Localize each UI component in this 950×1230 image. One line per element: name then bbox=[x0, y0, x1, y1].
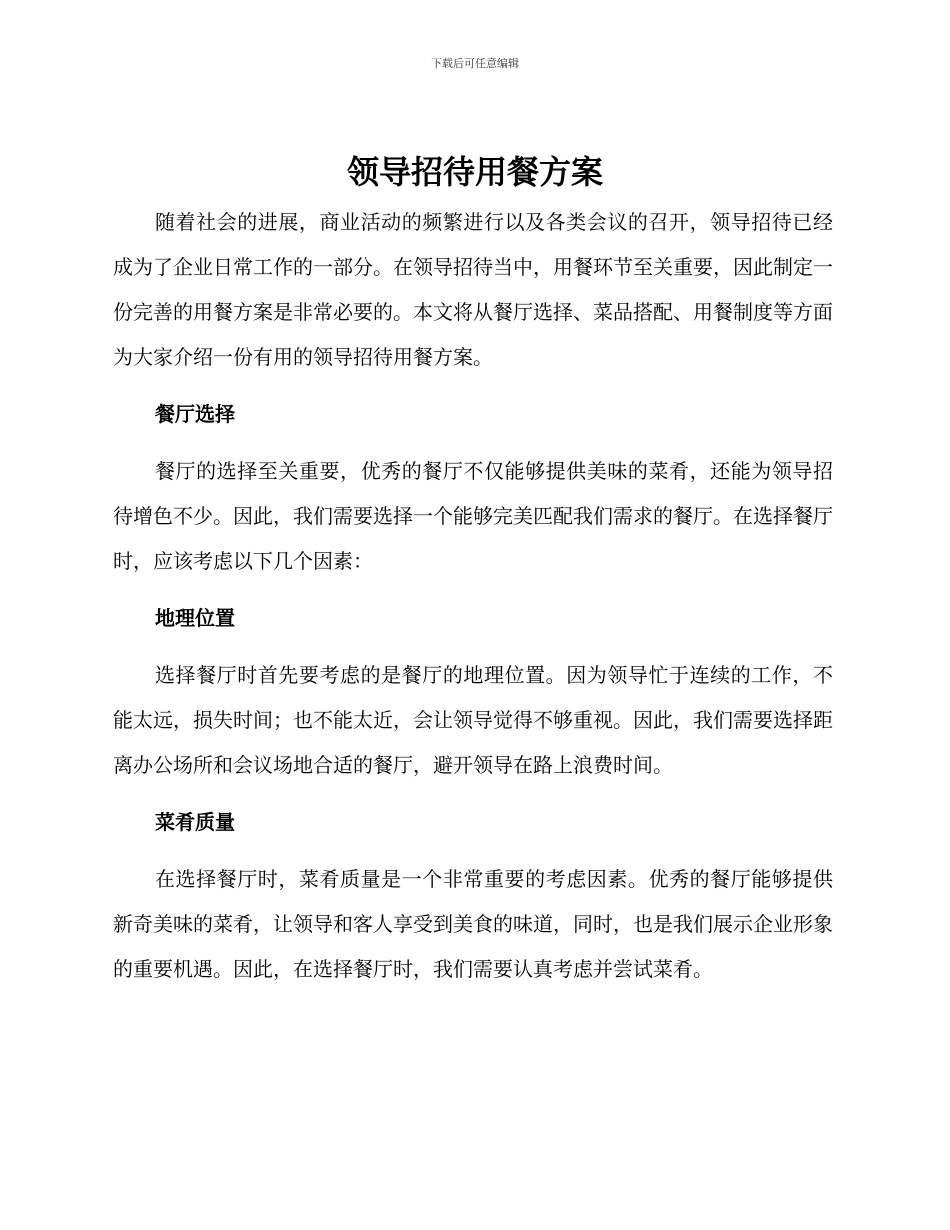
section-paragraph-location: 选择餐厅时首先要考虑的是餐厅的地理位置。因为领导忙于连续的工作，不能太远，损失时间；也不能太近，会让领导觉得不够重视。因此，我们需要选择距离办公场所和会议场地合适的餐厅，避开领导在路上浪费时间。 bbox=[113, 663, 833, 777]
intro-paragraph: 随着社会的进展，商业活动的频繁进行以及各类会议的召开，领导招待已经成为了企业日常工作的一部分。在领导招待当中，用餐环节至关重要，因此制定一份完善的用餐方案是非常必要的。本文将从餐厅选择、菜品搭配、用餐制度等方面为大家介绍一份有用的领导招待用餐方案。 bbox=[113, 210, 833, 369]
document-title: 领导招待用餐方案 bbox=[346, 153, 603, 191]
section-paragraph-food-quality: 在选择餐厅时，菜肴质量是一个非常重要的考虑因素。优秀的餐厅能够提供新奇美味的菜肴，让领导和客人享受到美食的味道，同时，也是我们展示企业形象的重要机遇。因此，在选择餐厅时，我们需要认真考虑并尝试菜肴。 bbox=[113, 867, 833, 981]
header-note: 下载后可任意编辑 bbox=[431, 57, 519, 70]
section-paragraph-restaurant-choice: 餐厅的选择至关重要，优秀的餐厅不仅能够提供美味的菜肴，还能为领导招待增色不少。因此，我们需要选择一个能够完美匹配我们需求的餐厅。在选择餐厅时，应该考虑以下几个因素： bbox=[113, 459, 833, 573]
section-heading-location: 地理位置 bbox=[155, 606, 235, 630]
section-heading-restaurant-choice: 餐厅选择 bbox=[155, 402, 235, 426]
document-body bbox=[113, 200, 833, 992]
section-heading-food-quality: 菜肴质量 bbox=[155, 810, 235, 834]
